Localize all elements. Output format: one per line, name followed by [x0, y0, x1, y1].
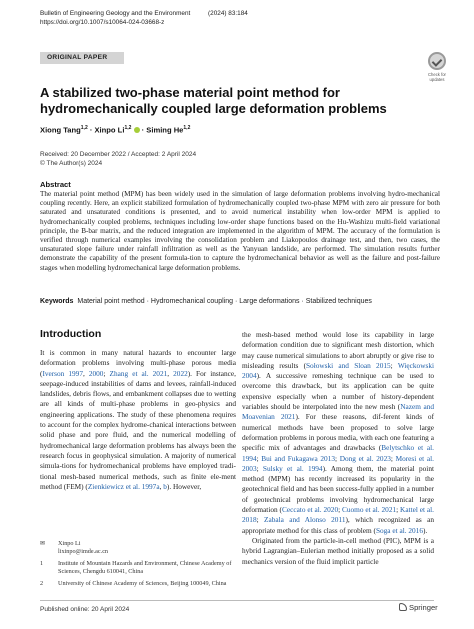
citation-link[interactable]: Bui and Fukagawa 2013: [261, 453, 335, 463]
citation-link[interactable]: Cuomo et al. 2021: [342, 505, 397, 515]
body-text: ). For these reasons, dif-ferent kinds of numerical methods have been proposed to solve large deformation problems in porous media, with each one featuring a specific mix of advantages and drawbacks (: [242, 412, 434, 453]
article-type-label: ORIGINAL PAPER: [47, 54, 108, 61]
citation-link[interactable]: Zienkiewicz et al. 1997a: [87, 481, 160, 491]
citation-link[interactable]: 2000: [88, 368, 104, 378]
keywords-text: Material point method · Hydromechanical coupling · Large deformations · Stabilized techniques: [77, 298, 372, 305]
copyright: © The Author(s) 2024: [40, 160, 103, 167]
affiliation-number: 1: [40, 560, 44, 567]
citation-link[interactable]: Dong et al. 2023: [339, 453, 391, 463]
body-text: ,: [82, 368, 89, 378]
abstract-text: The material point method (MPM) has been widely used in the simulation of large deformation problems involving hydro-mechanical coupling recently. Here, an explicit stabilized formulation of hydromechanically coupled two-phase MPM with zero air pressure for both saturated and unsaturated conditions is presented, and to avoid numerical instability when low-order MPM is applied to hydromechanically coupled problems, techniques including low-order shape functions based on the Hu-Washizu multi-field variational principle, the B-bar matrix, and the reduced integration are implemented in the algorithm of MPM. The accuracy of the formulation is verified through numerical examples involving the consolidation problem and Liakopoulos drainage test, and then, two cases, the unsaturated slope failure under rainfall infiltration as well as the Yanyuan landslide, are performed. The simulation results further demonstrate the capability of the present formula-tion to capture the hydromechanical behavior as well as the failure and post-failure stages when modelling hydromechanical large deformation problems.: [40, 190, 440, 272]
intro-left-column: [40, 348, 236, 492]
journal-line: Bulletin of Engineering Geology and the Environment (2024) 83:184: [40, 10, 248, 17]
body-text: ;: [256, 515, 264, 525]
footer-divider: [40, 600, 434, 601]
author-name[interactable]: Xinpo Li: [94, 125, 125, 135]
corresponding-author: [40, 540, 236, 556]
citation-link[interactable]: Nazem and Moavenian 2021: [242, 402, 434, 422]
author-affiliation: 1,2: [80, 125, 88, 131]
affiliation-item: [40, 580, 236, 588]
published-date: Published online: 20 April 2024: [40, 606, 130, 613]
publisher-logo: [399, 603, 438, 612]
citation-link[interactable]: Ceccato et al. 2020: [281, 505, 339, 515]
springer-horse-icon: [399, 603, 407, 611]
citation-link[interactable]: b: [163, 481, 167, 491]
affiliation-item: [40, 560, 236, 576]
author-affiliation: 1,2: [183, 125, 191, 131]
abstract-heading: Abstract: [40, 180, 71, 189]
body-text: ;: [338, 505, 343, 515]
citation-link[interactable]: Więckowski 2004: [242, 360, 434, 381]
journal-header: [40, 10, 248, 27]
author-name[interactable]: Xiong Tang: [40, 125, 81, 135]
paragraph: [40, 348, 236, 492]
body-text: ). Among them, the material point method (MPM) has recently increased its popularity in the geotechnical field and has been success-fully applied in a number of geotechnical problems involving hydromechanical large deformation (: [242, 463, 434, 515]
citation-link[interactable]: Zhang et al. 2021: [109, 368, 168, 378]
author-affiliation: 1,2: [124, 125, 132, 131]
keywords-label: Keywords: [40, 298, 74, 305]
article-dates: [40, 150, 196, 168]
correspondence-block: [40, 540, 236, 592]
author-separator: ·: [139, 125, 147, 135]
affiliation-text: Institute of Mountain Hazards and Environment, Chinese Academy of Sciences, Chengdu 610041, China: [58, 560, 232, 575]
intro-right-column: [242, 330, 434, 567]
body-text: ;: [390, 360, 398, 370]
affiliation-text: University of Chinese Academy of Sciences, Beijing 100049, China: [58, 580, 227, 587]
author-name[interactable]: Siming He: [146, 125, 184, 135]
body-text: ). For instance, seepage-induced instabilities of dams and levees, rainfall-induced landslides, debris flows, and embankment collapses due to wetting are all kinds of multi-phase problems in geo-physics and engineering applications. The study of these phenomena requires to account for the complex hydrome-chanical interactions between solid phase and pore fluid, and the numerical modelling of hydromechanical large deformation problems has always been the research focus in geophysical simulation. A majority of numerical simula-tions for hydromechanical problems have employed tradi-tional mesh-based numerical methods, such as finite ele-ment method (FEM) (: [40, 368, 236, 491]
citation-link[interactable]: Sołowski and Sloan 2015: [306, 360, 391, 370]
body-text: ). However,: [166, 481, 202, 491]
citation-link[interactable]: Belytschko et al. 1994: [242, 443, 434, 463]
body-text: ;: [396, 505, 401, 515]
affiliation-number: 2: [40, 580, 44, 587]
paragraph: [242, 536, 434, 567]
envelope-icon: ✉: [40, 540, 46, 547]
check-for-updates[interactable]: [421, 52, 453, 82]
body-text: ,: [167, 368, 174, 378]
body-text: ;: [334, 453, 340, 463]
citation-link[interactable]: Zabala and Alonso 2011: [264, 515, 346, 525]
body-text: ;: [103, 368, 110, 378]
keywords: [40, 297, 440, 306]
section-heading-introduction: Introduction: [40, 328, 102, 340]
body-text: the mesh-based method would lose its capability in large deformation condition due to significant mesh distortion, which may cause numerical simulations to abort abruptly or give rise to misleading results (: [242, 330, 434, 370]
body-text: ), which recognized as an appropriate method for this class of problem (: [242, 515, 435, 535]
body-text: ;: [256, 463, 263, 473]
citation-link[interactable]: 2022: [173, 368, 188, 378]
doi-link[interactable]: https://doi.org/10.1007/s10064-024-03668-z: [40, 18, 165, 26]
citation-link[interactable]: Moresi et al. 2003: [242, 453, 434, 473]
citation-link[interactable]: Sulsky et al. 1994: [262, 463, 323, 473]
author-separator: ·: [87, 125, 95, 135]
citation-link[interactable]: Soga et al. 2016: [375, 525, 423, 535]
author-list: [40, 125, 190, 135]
received-accepted: Received: 20 December 2022 / Accepted: 2 April 2024: [40, 151, 197, 158]
body-text: Originated from the particle-in-cell method (PIC), MPM is a hybrid Lagrangian–Eulerian method initially proposed as a solid mechanics version of the fluid implicit particle: [242, 535, 434, 566]
body-text: ;: [390, 453, 396, 463]
corresponding-name: Xinpo Li: [58, 540, 81, 547]
paragraph: [242, 330, 434, 536]
citation-link[interactable]: Kattel et al. 2018: [242, 505, 435, 525]
body-text: It is common in many natural hazards to encounter large deformation problems involving multi-phase porous media (: [40, 348, 236, 378]
article-type-badge: [40, 52, 124, 64]
paper-title: A stabilized two-phase material point method for hydromechanically coupled large deformation problems: [40, 85, 387, 116]
body-text: ). A successive remeshing technique can be used to overcome this drawback, but its application can be quite expensive especially when a number of history-dependent variables should be interpolated into the new mesh (: [242, 371, 434, 412]
citation-link[interactable]: Iverson 1997: [42, 368, 83, 378]
check-updates-icon: [428, 52, 446, 70]
publisher-name: Springer: [409, 603, 438, 612]
body-text: ,: [159, 481, 164, 491]
corresponding-email[interactable]: lixinpo@imde.ac.cn: [58, 548, 109, 555]
body-text: ;: [256, 453, 262, 463]
check-updates-label: Check for updates: [428, 72, 446, 82]
body-text: ).: [422, 525, 428, 535]
